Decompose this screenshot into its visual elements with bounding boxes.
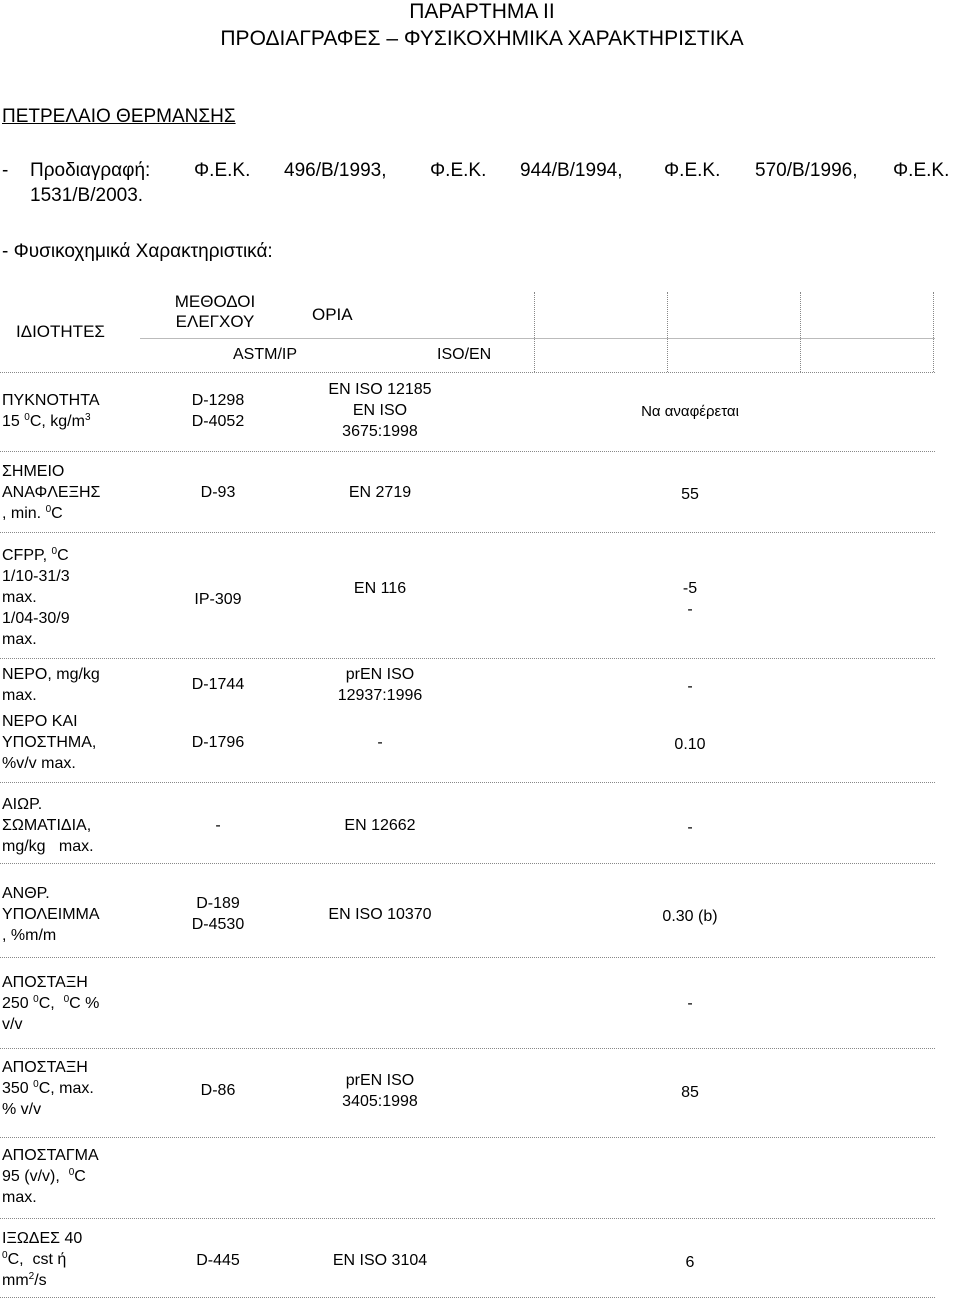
grid-line (0, 532, 935, 533)
astm-cell: D-93 (200, 484, 236, 501)
section-title: ΠΕΤΡΕΛΑΙΟ ΘΕΡΜΑΝΣΗΣ (2, 106, 236, 127)
property-cell: ΑΠΟΣΤΑΞΗ 350 $^0$C, max. % v/v (2, 1059, 94, 1118)
limit-cell: Να αναφέρεται (641, 403, 739, 420)
spec-part: 944/Β/1994, (520, 160, 623, 181)
grid-line (0, 1297, 935, 1298)
property-cell: ΑΠΟΣΤΑΞΗ 250 $^0$C, $^0$C % v/v (2, 974, 100, 1033)
spec-part: 570/Β/1996, (755, 160, 858, 181)
grid-line (0, 372, 935, 373)
property-cell: ΑΙΩΡ. ΣΩΜΑΤΙΔΙΑ, mg/kg max. (2, 796, 94, 855)
spec-line-2: 1531/Β/2003. (30, 185, 144, 206)
property-cell: ΝΕΡΟ ΚΑΙ ΥΠΟΣΤΗΜΑ, %v/v max. (2, 713, 97, 772)
grid-line (933, 292, 934, 372)
astm-cell: D-189 D-4530 (191, 895, 245, 933)
grid-line (0, 863, 935, 864)
iso-cell: EN 12662 (344, 817, 416, 834)
grid-line (140, 338, 935, 339)
property-cell: ΝΕΡΟ, mg/kg max. (2, 666, 100, 704)
property-cell: ΑΝΘΡ. ΥΠΟΛΕΙΜΜΑ , %m/m (2, 885, 100, 944)
astm-cell: IP-309 (194, 591, 242, 608)
header-methods-line1: ΜΕΘΟΔΟΙ (174, 292, 256, 311)
spec-part: Φ.Ε.Κ. (430, 160, 487, 181)
iso-cell: EN ISO 12185 EN ISO 3675:1998 (328, 381, 432, 440)
grid-line (0, 1048, 935, 1049)
limit-cell: 55 (681, 486, 699, 503)
astm-cell: D-86 (200, 1082, 236, 1099)
property-cell: ΠΥΚΝΟΤΗΤΑ 15 $^0$C, $kg/m^3$ (2, 392, 100, 430)
header-properties: ΙΔΙΟΤΗΤΕΣ (16, 322, 105, 341)
grid-line (667, 292, 668, 372)
spec-dash: - (2, 160, 9, 181)
iso-cell: EN 2719 (348, 484, 412, 501)
spec-part: Φ.Ε.Κ. (893, 160, 950, 181)
spec-part: Φ.Ε.Κ. (194, 160, 251, 181)
header-methods (140, 292, 290, 332)
astm-cell: D-445 (196, 1252, 240, 1269)
limit-cell: - (687, 819, 693, 836)
spec-part: Φ.Ε.Κ. (664, 160, 721, 181)
astm-cell: - (215, 817, 221, 834)
iso-cell: EN ISO 10370 (328, 906, 432, 923)
header-methods-line2: ΕΛΕΓΧΟΥ (175, 312, 255, 331)
iso-cell: - (377, 734, 383, 751)
grid-line (0, 782, 935, 783)
header-iso: ISO/EN (437, 346, 492, 363)
iso-cell: prEN ISO 12937:1996 (337, 666, 423, 704)
limit-cell: - (687, 678, 693, 695)
property-cell: CFPP, $^0$C 1/10-31/3 max. 1/04-30/9 max. (2, 546, 70, 648)
astm-cell: D-1298 D-4052 (191, 392, 245, 430)
physchem-label: - Φυσικοχημικά Χαρακτηριστικά: (2, 241, 273, 262)
limit-cell: 0.30 (b) (662, 908, 718, 925)
spec-label: Προδιαγραφή: (30, 160, 151, 181)
limit-cell: - (687, 995, 693, 1012)
annex-title: ΠΑΡΑΡΤΗΜΑ ΙΙ (409, 0, 555, 23)
property-cell: ΣΗΜΕΙΟ ΑΝΑΦΛΕΞΗΣ , min. $^0$C (2, 463, 101, 522)
spec-part: 496/Β/1993, (284, 160, 387, 181)
iso-cell: prEN ISO 3405:1998 (342, 1072, 418, 1110)
document-title: ΠΡΟΔΙΑΓΡΑΦΕΣ – ΦΥΣΙΚΟΧΗΜΙΚΑ ΧΑΡΑΚΤΗΡΙΣΤΙΚΑ (220, 27, 744, 50)
grid-line (534, 292, 535, 372)
grid-line (0, 658, 935, 659)
grid-line (0, 1218, 935, 1219)
limit-cell: -5 - (682, 580, 698, 618)
grid-line (0, 957, 935, 958)
iso-cell: EN 116 (353, 580, 407, 597)
astm-cell: D-1796 (191, 734, 245, 751)
grid-line (800, 292, 801, 372)
grid-line (0, 1137, 935, 1138)
header-astm: ASTM/IP (233, 346, 298, 363)
limit-cell: 0.10 (674, 736, 706, 753)
iso-cell: EN ISO 3104 (332, 1252, 428, 1269)
property-cell: ΙΞΩΔΕΣ 40 $^0$C, cst ή $mm^2/s$ (2, 1230, 83, 1289)
astm-cell: D-1744 (191, 676, 245, 693)
property-cell: ΑΠΟΣΤΑΓΜΑ 95 (v/v), $^0$C max. (2, 1147, 99, 1206)
limit-cell: 85 (681, 1084, 699, 1101)
header-limits: ΟΡΙΑ (312, 305, 353, 324)
grid-line (0, 451, 935, 452)
limit-cell: 6 (685, 1254, 695, 1271)
